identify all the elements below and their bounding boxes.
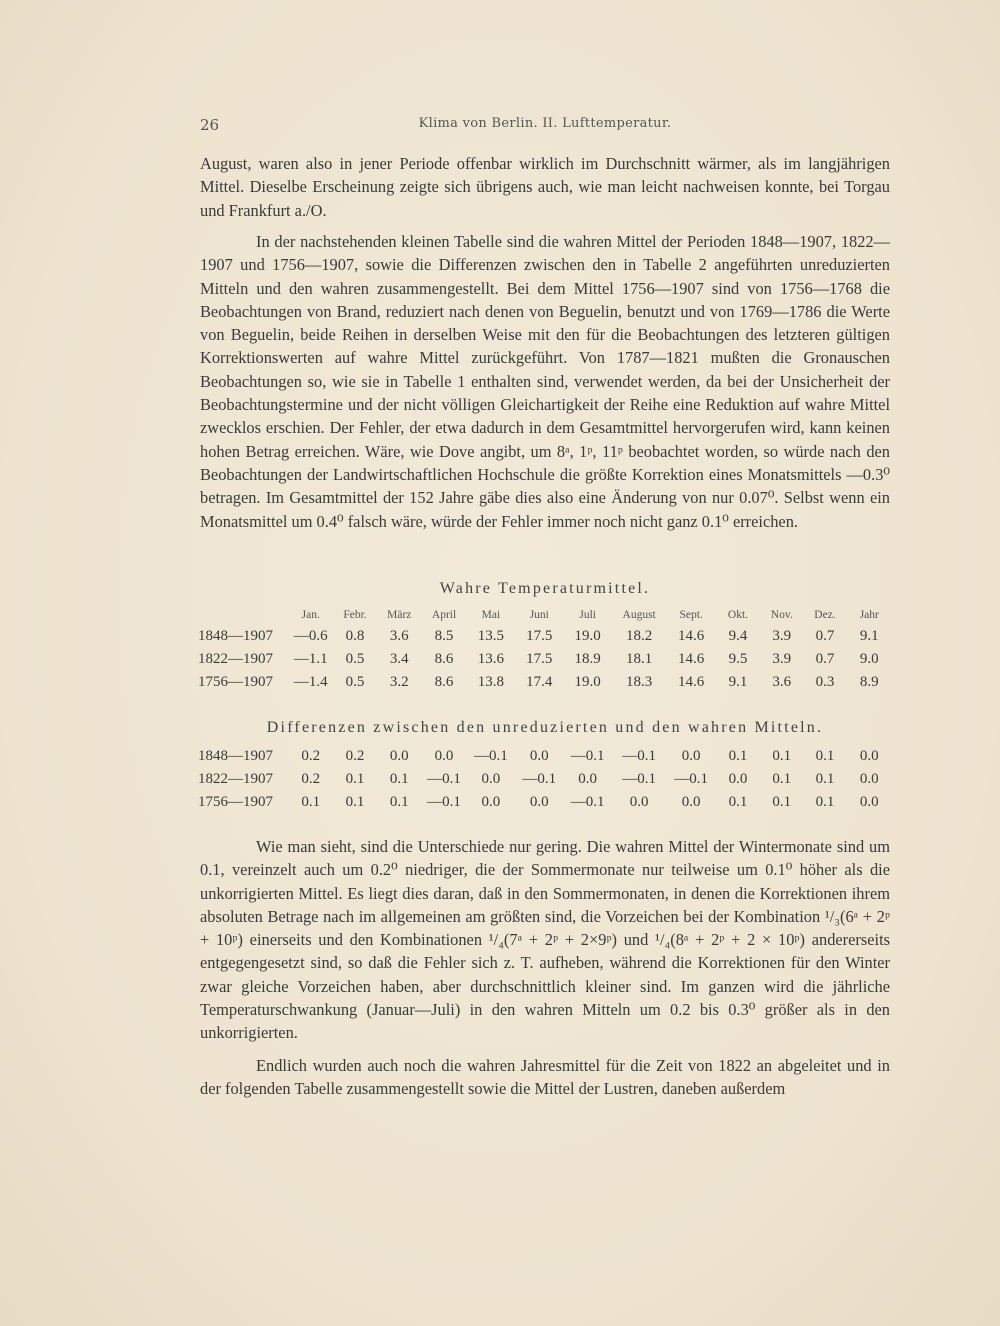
table-cell: 14.6 (678, 651, 705, 667)
table-cell: 9.4 (728, 628, 748, 644)
table-cell: 0.0 (481, 794, 501, 810)
period-label: 1822—1907 (198, 651, 273, 667)
paragraph-3: Wie man sieht, sind die Unterschiede nur gering. Die wahren Mittel der Wintermonate sind um 0.1, vereinzelt auch um 0.2⁰ niedriger, die der Sommermonate nur teilweise um 0.1⁰ höher als die unkorrigierten Mittel. Es liegt dies daran, daß in den Sommermonaten, in denen die Korrektionen ihrem absoluten Betrage nach im allgemeinen am größten sind, die Vorzeichen bei der Kombination ¹/₃(6ᵃ + 2ᵖ + 10ᵖ) einerseits und den Kombinationen ¹/₄(7ᵃ + 2ᵖ + 2×9ᵖ) und ¹/₄(8ᵃ + 2ᵖ + 2 × 10ᵖ) andererseits entgegengesetzt sind, so daß die Fehler sich z. T. aufheben, während die Korrektionen für den Winter zwar gleiche Vorzeichen haben, aber durchschnittlich kleiner sind. Im ganzen wird die jährliche Temperaturschwankung (Januar—Juli) in den wahren Mitteln um 0.2 bis 0.3⁰ größer als in den unkorrigierten. (200, 837, 890, 1043)
table-cell: 0.0 (859, 794, 879, 810)
month-header: August (622, 609, 656, 621)
table-cell: 18.2 (626, 628, 653, 644)
table-cell: 8.5 (434, 628, 454, 644)
period-label: 1756—1907 (198, 794, 273, 810)
table-cell: 3.9 (772, 628, 792, 644)
table-cell: 0.1 (389, 771, 409, 787)
paragraph-1: August, waren also in jener Periode offenbar wirklich im Durchschnitt wärmer, als im langjährigen Mittel. Dieselbe Erscheinung zeigte sich übrigens auch, wie man leicht nachweisen konnte, bei Torgau und Frankfurt a./O. (200, 154, 890, 220)
table-row (198, 791, 892, 814)
table-cell: 0.7 (815, 628, 835, 644)
table-cell: 18.1 (626, 651, 653, 667)
table-cell: —0.1 (570, 794, 605, 810)
page-header (200, 116, 890, 138)
running-title: Klima von Berlin. II. Lufttemperatur. (418, 116, 672, 131)
table-cell: 9.1 (728, 674, 748, 690)
period-label: 1822—1907 (198, 771, 273, 787)
table-cell: 0.3 (815, 674, 835, 690)
table-cell: 0.1 (345, 794, 365, 810)
table-cell: 0.5 (345, 674, 365, 690)
table-cell: 3.9 (772, 651, 792, 667)
table-cell: 3.2 (389, 674, 409, 690)
table-cell: 18.9 (574, 651, 601, 667)
table-cell: —0.1 (522, 771, 557, 787)
table-row (198, 745, 892, 768)
table-cell: 0.1 (815, 748, 835, 764)
month-header: Juli (579, 609, 596, 621)
table-row (198, 671, 892, 694)
table-cell: 0.1 (345, 771, 365, 787)
table-cell: 0.0 (578, 771, 598, 787)
table-cell: 0.2 (345, 748, 365, 764)
table-cell: 17.5 (526, 628, 553, 644)
table-cell: 13.6 (477, 651, 505, 667)
month-header: Dez. (814, 609, 836, 621)
period-label: 1756—1907 (198, 674, 273, 690)
table-cell: 0.7 (815, 651, 835, 667)
table-cell: —0.1 (474, 748, 508, 764)
table-cell: —0.1 (622, 748, 657, 764)
table2-title: Differenzen zwischen den unreduzierten und den wahren Mitteln. (266, 719, 824, 736)
month-header: Mai (481, 609, 501, 621)
table-cell: 9.5 (728, 651, 748, 667)
month-header: Okt. (727, 609, 749, 621)
page-number: 26 (200, 116, 220, 134)
table-cell: 0.0 (859, 771, 879, 787)
table-cell: 8.9 (859, 674, 879, 690)
period-label: 1848—1907 (198, 748, 273, 764)
month-header: Febr. (343, 609, 367, 621)
month-header: Jahr (859, 609, 879, 621)
table-cell: 13.5 (477, 628, 505, 644)
table-cell: 19.0 (574, 674, 601, 690)
table-cell: 17.5 (526, 651, 553, 667)
paragraph-4: Endlich wurden auch noch die wahren Jahresmittel für die Zeit von 1822 an abgeleitet und in der folgenden Tabelle zusammengestellt sowie die Mittel der Lustren, daneben außerdem (200, 1056, 890, 1099)
table-cell: 0.1 (772, 771, 792, 787)
table-cell: 0.1 (772, 748, 792, 764)
table-cell: 0.8 (345, 628, 365, 644)
table1-corner (198, 605, 289, 625)
table-row (198, 768, 892, 791)
table-cell: 0.1 (728, 748, 748, 764)
differences-table (198, 745, 892, 814)
table-cell: 3.4 (389, 651, 409, 667)
table-cell: 0.0 (681, 794, 701, 810)
table-cell: —1.4 (293, 674, 328, 690)
true-means-table (198, 605, 892, 694)
table-cell: 0.1 (301, 794, 321, 810)
table-cell: 19.0 (574, 628, 601, 644)
table-cell: 3.6 (389, 628, 409, 644)
table-cell: 9.1 (859, 628, 879, 644)
table-cell: —0.6 (293, 628, 328, 644)
table-cell: 0.0 (859, 748, 879, 764)
table-cell: —0.1 (427, 794, 461, 810)
period-label: 1848—1907 (198, 628, 273, 644)
month-header: Juni (529, 609, 549, 621)
month-header: Jan. (301, 609, 320, 621)
table-cell: 17.4 (526, 674, 553, 690)
table-cell: 0.0 (681, 748, 701, 764)
table-cell: 18.3 (626, 674, 653, 690)
table-cell: 0.1 (389, 794, 409, 810)
table-cell: 0.1 (815, 794, 835, 810)
table-cell: 0.0 (728, 771, 748, 787)
table-cell: —0.1 (427, 771, 461, 787)
table-cell: 8.6 (434, 651, 454, 667)
table-cell: 0.0 (629, 794, 649, 810)
table-cell: 0.0 (529, 794, 549, 810)
month-header: März (387, 609, 412, 621)
table-cell: 0.5 (345, 651, 365, 667)
table-cell: 14.6 (678, 674, 705, 690)
table-cell: 3.6 (772, 674, 792, 690)
table-cell: —0.1 (674, 771, 709, 787)
table-cell: 0.1 (772, 794, 792, 810)
table-cell: —0.1 (570, 748, 605, 764)
table-cell: 0.1 (728, 794, 748, 810)
table-cell: 0.0 (529, 748, 549, 764)
table-cell: 8.6 (434, 674, 454, 690)
table-cell: 0.2 (301, 771, 321, 787)
month-header: April (431, 609, 457, 621)
month-header: Nov. (770, 609, 793, 621)
table-cell: —1.1 (293, 651, 328, 667)
table-cell: 0.0 (481, 771, 501, 787)
table-cell: 9.0 (859, 651, 879, 667)
month-header: Sept. (679, 609, 703, 621)
table-cell: 0.0 (434, 748, 454, 764)
table-row (198, 648, 892, 671)
table1-title: Wahre Temperaturmittel. (439, 580, 651, 597)
table-cell: 0.2 (301, 748, 321, 764)
table-cell: 14.6 (678, 628, 705, 644)
table-cell: —0.1 (622, 771, 657, 787)
table1-header-row (198, 605, 892, 625)
table-row (198, 625, 892, 648)
table-cell: 13.8 (477, 674, 505, 690)
paragraph-2: In der nachstehenden kleinen Tabelle sind die wahren Mittel der Perioden 1848—1907, 1822—1907 und 1756—1907, sowie die Differenzen zwischen den in Tabelle 2 angeführten unreduzierten Mitteln und den wahren zusammengestellt. Bei dem Mittel 1756—1907 sind von 1756—1768 die Beobachtungen von Brand, reduziert nach denen von Beguelin, benutzt und von 1769—1786 die Werte von Beguelin, beide Reihen in derselben Weise mit den für die Beobachtungen des letzteren gültigen Korrektionswerten auf wahre Mittel zurückgeführt. Von 1787—1821 mußten die Gronauschen Beobachtungen so, wie sie in Tabelle 1 enthalten sind, verwendet werden, da bei der Unsicherheit der Beobachtungstermine und der nicht völligen Gleichartigkeit der Reihe eine Reduktion auf wahre Mittel zwecklos erschien. Der Fehler, der etwa dadurch in dem Gesamtmittel hervorgerufen wird, kann keinen hohen Betrag erreichen. Wäre, wie Dove angibt, um 8ᵃ, 1ᵖ, 11ᵖ beobachtet worden, so würde nach den Beobachtungen der Landwirtschaftlichen Hochschule die größte Korrektion eines Monatsmittels —0.3⁰ betragen. Im Gesamtmittel der 152 Jahre gäbe dies also eine Änderung von nur 0.07⁰. Selbst wenn ein Monatsmittel um 0.4⁰ falsch wäre, würde der Fehler immer noch nicht ganz 0.1⁰ erreichen. (200, 232, 890, 531)
table-cell: 0.1 (815, 771, 835, 787)
table-cell: 0.0 (389, 748, 409, 764)
